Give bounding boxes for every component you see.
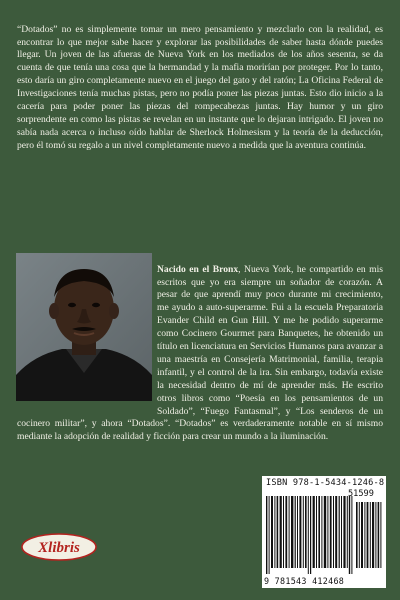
photo-spacer: [17, 264, 157, 414]
publisher-name: Xlibris: [38, 540, 80, 556]
blurb-paragraph: “Dotados” no es simplemente tomar un mero pensamiento y mezclarlo con la realidad, es encontrar lo que mejor sabe hacer y explorar las posibilidades de saber hasta dónde puedes llegar. Un joven de las afueras de Nueva York en los mediados de los años sesenta, se da cuenta de que tenía una cosa que la hermandad y la mafia morirían por proteger. Por lo tanto, esto daría un giro completamente nuevo en el juego del gato y del ratón; La Oficina Federal de Investigaciones tenía muchas pistas, pero no podía poner las piezas juntas. Esto dio inicio a la cacería para poder poner las piezas del rompecabezas juntas. Hay humor y un giro sorprendente en como las pistas se revelan en un instante que lo dejaran intrigado. El joven no sabía nada acerca o incluso oído hablar de Sherlock Holmesism y la teoría de la deducción, pero él tomó su regalo a un nivel completamente nuevo a medida que la aventura continúa.: [17, 23, 383, 151]
isbn-barcode: [262, 476, 386, 588]
publisher-logo-mark: [20, 532, 98, 562]
bio-text: , Nueva York, he compartido en mis escritos que yo era siempre un soñador de corazón. A pesar de que aprendí muy poco durante mi crecimiento, me ayudo a auto-superarme. Fui a la escuela Preparatoria Evander Child en Gun Hill. Y me he podido superarme como Cocinero Gourmet para Banquetes, he obtenido un título en licenciatura en Servicios Humanos para avanzar a una maestría en Consejería Matrimonial, familia, terapia infantil, y el control de la ira. Sin embargo, todavía existe la necesidad dentro de mí de aprender más. He escrito otros libros como “Poesía en los pensamientos de un Soldado”, “Fuego Fantasmal”, y “Los senderos de un cocinero militar”, y ahora “Dotados”. “Dotados” es verdaderamente notable en sí mismo mediante la adopción de realidad y ficción para crear un mundo a la iluminación.: [17, 263, 383, 443]
barcode-bars: [266, 488, 382, 574]
isbn-number: ISBN 978-1-5434-1246-8: [266, 478, 385, 488]
publisher-logo: [20, 532, 98, 562]
author-bio: [17, 264, 383, 445]
price-addon-number: 51599: [348, 489, 374, 499]
bio-lead: Nacido en el Bronx: [157, 263, 239, 275]
barcode-digits: 9 781543 412468: [264, 576, 345, 586]
